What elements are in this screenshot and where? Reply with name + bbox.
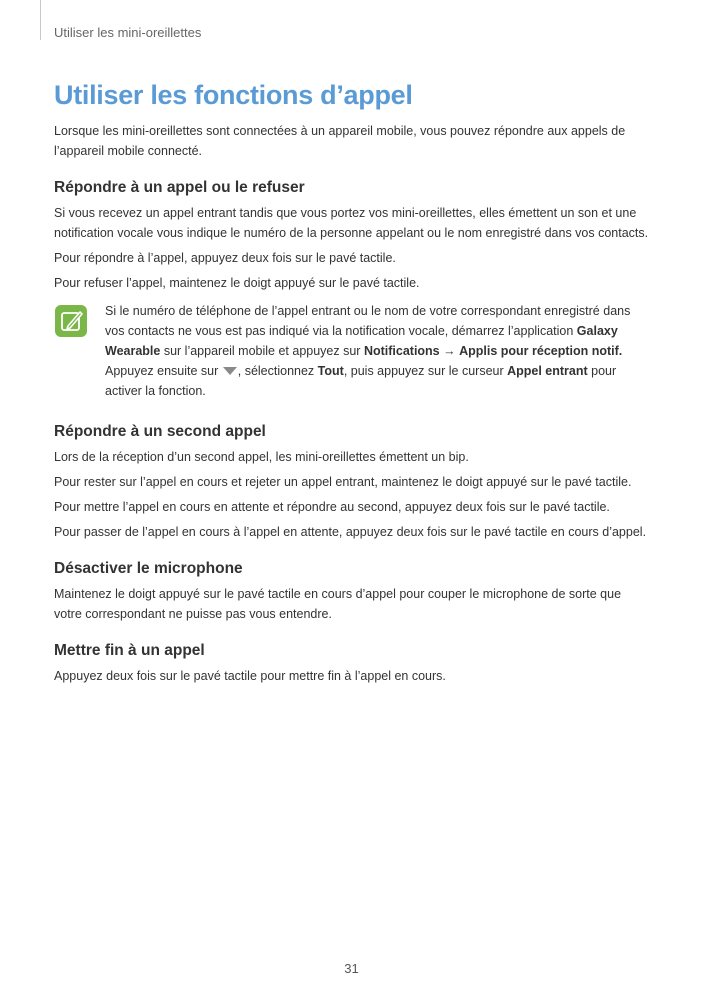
section-heading: Répondre à un second appel	[54, 423, 266, 440]
page-title: Utiliser les fonctions d’appel	[54, 80, 413, 110]
note-pencil-icon	[54, 304, 88, 338]
section-heading: Désactiver le microphone	[54, 560, 243, 577]
intro-paragraph: Lorsque les mini-oreillettes sont connectées à un appareil mobile, vous pouvez répondre aux appels de l’appareil mobile connecté.	[54, 124, 626, 158]
paragraph: Si vous recevez un appel entrant tandis que vous portez vos mini-oreillettes, elles émettent un son et une notification vocale vous indique le numéro de la personne appelant ou le nom enregistré dans vos contacts.	[54, 206, 649, 240]
arrow-separator: →	[439, 344, 460, 358]
section-heading: Mettre fin à un appel	[54, 642, 205, 659]
section-heading: Répondre à un appel ou le refuser	[54, 179, 305, 196]
paragraph: Lors de la réception d’un second appel, les mini-oreillettes émettent un bip.	[54, 450, 469, 464]
option-all: Tout	[317, 364, 344, 378]
paragraph: Maintenez le doigt appuyé sur le pavé tactile en cours d’appel pour couper le microphone de sorte que votre correspondant ne puisse pas vous entendre.	[54, 587, 622, 621]
note-text: Si le numéro de téléphone de l’appel entrant ou le nom de votre correspondant enregistré dans vos contacts ne vous est pas indiqué via la notification vocale, démarrez l’application Galaxy Wearable sur l’appareil mobile et appuyez sur Notifications → Applis pour réception notif. Appuyez ensuite sur , sélectionnez Tout, puis appuyez sur le curseur Appel entrant pour activer la fonction.	[105, 304, 631, 398]
paragraph: Pour refuser l’appel, maintenez le doigt appuyé sur le pavé tactile.	[54, 276, 420, 290]
dropdown-arrow-icon	[222, 366, 238, 376]
switch-incoming-call: Appel entrant	[507, 364, 588, 378]
menu-apps-notification: Applis pour réception notif.	[459, 344, 623, 358]
paragraph: Pour passer de l’appel en cours à l’appel en attente, appuyez deux fois sur le pavé tactile en cours d’appel.	[54, 525, 647, 539]
paragraph: Pour mettre l’appel en cours en attente et répondre au second, appuyez deux fois sur le pavé tactile.	[54, 500, 610, 514]
menu-notifications: Notifications	[363, 344, 440, 358]
paragraph: Pour répondre à l’appel, appuyez deux fois sur le pavé tactile.	[54, 251, 396, 265]
breadcrumb: Utiliser les mini-oreillettes	[54, 25, 202, 40]
paragraph: Pour rester sur l’appel en cours et rejeter un appel entrant, maintenez le doigt appuyé sur le pavé tactile.	[54, 475, 632, 489]
section-end-call	[54, 642, 650, 686]
main-content	[54, 80, 650, 691]
app-name: Galaxy Wearable	[105, 324, 618, 358]
paragraph: Appuyez deux fois sur le pavé tactile pour mettre fin à l’appel en cours.	[54, 669, 446, 683]
section-mute-microphone	[54, 560, 650, 624]
section-answer-reject	[54, 179, 650, 401]
note-box	[54, 301, 650, 401]
page-number: 31	[344, 961, 359, 976]
header-rule	[40, 0, 41, 40]
section-second-call	[54, 423, 650, 542]
